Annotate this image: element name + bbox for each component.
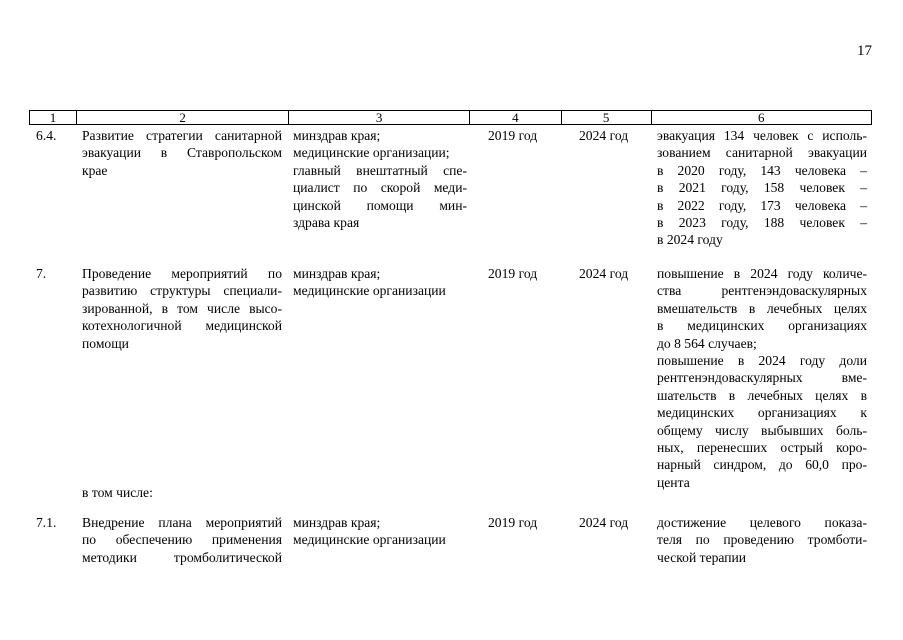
responsible-executors: минздрав края; медицинские организации; главный внештатный спе- циалист по скорой меди- цинской помощи мин- здрава края	[293, 128, 467, 231]
header-col-4: 4	[469, 111, 561, 124]
expected-result: эвакуация 134 человек с исполь- зованием санитарной эвакуации в 2020 году, 143 человека – в 2021 году, 158 человек – в 2022 году, 173 человека – в 2023 году, 188 человек – в 2024 году	[657, 128, 867, 248]
end-year: 2024 год	[579, 266, 629, 281]
end-year: 2024 год	[579, 128, 629, 143]
measure-name: Развитие стратегии санитарной эвакуации в Ставропольском крае	[82, 128, 282, 178]
row-number: 6.4.	[36, 128, 57, 143]
responsible-executors: минздрав края; медицинские организации	[293, 515, 446, 548]
expected-result: достижение целевого показа- теля по проведению тромботи- ческой терапии	[657, 515, 867, 565]
header-col-3: 3	[288, 111, 469, 124]
start-year: 2019 год	[488, 515, 538, 530]
row-number: 7.	[36, 266, 47, 281]
measure-name: Внедрение плана мероприятий по обеспечению применения методики тромболитической	[82, 515, 282, 565]
end-year: 2024 год	[579, 515, 629, 530]
responsible-executors: минздрав края; медицинские организации	[293, 266, 446, 299]
table-header-row	[29, 110, 872, 125]
start-year: 2019 год	[488, 266, 538, 281]
subheading-including: в том числе:	[82, 485, 153, 500]
header-col-2: 2	[76, 111, 289, 124]
expected-result: повышение в 2024 году количе- ства рентгенэндоваскулярных вмешательств в лечебных целях в медицинских организациях до 8 564 случаев; повышение в 2024 году доли рентгенэндоваскулярных вме- шательств в лечебных целях в медицинских организациях к общему числу выбывших боль- ных, перенесших острый коро- нарный синдром, до 60,0 про- цента	[657, 266, 867, 490]
header-col-5: 5	[561, 111, 651, 124]
row-number: 7.1.	[36, 515, 57, 530]
measure-name: Проведение мероприятий по развитию структуры специали- зированной, в том числе высо- котехнологичной медицинской помощи	[82, 266, 282, 351]
header-col-1: 1	[49, 110, 57, 125]
page-number: 17	[857, 43, 872, 59]
header-col-6: 6	[651, 111, 871, 124]
start-year: 2019 год	[488, 128, 538, 143]
